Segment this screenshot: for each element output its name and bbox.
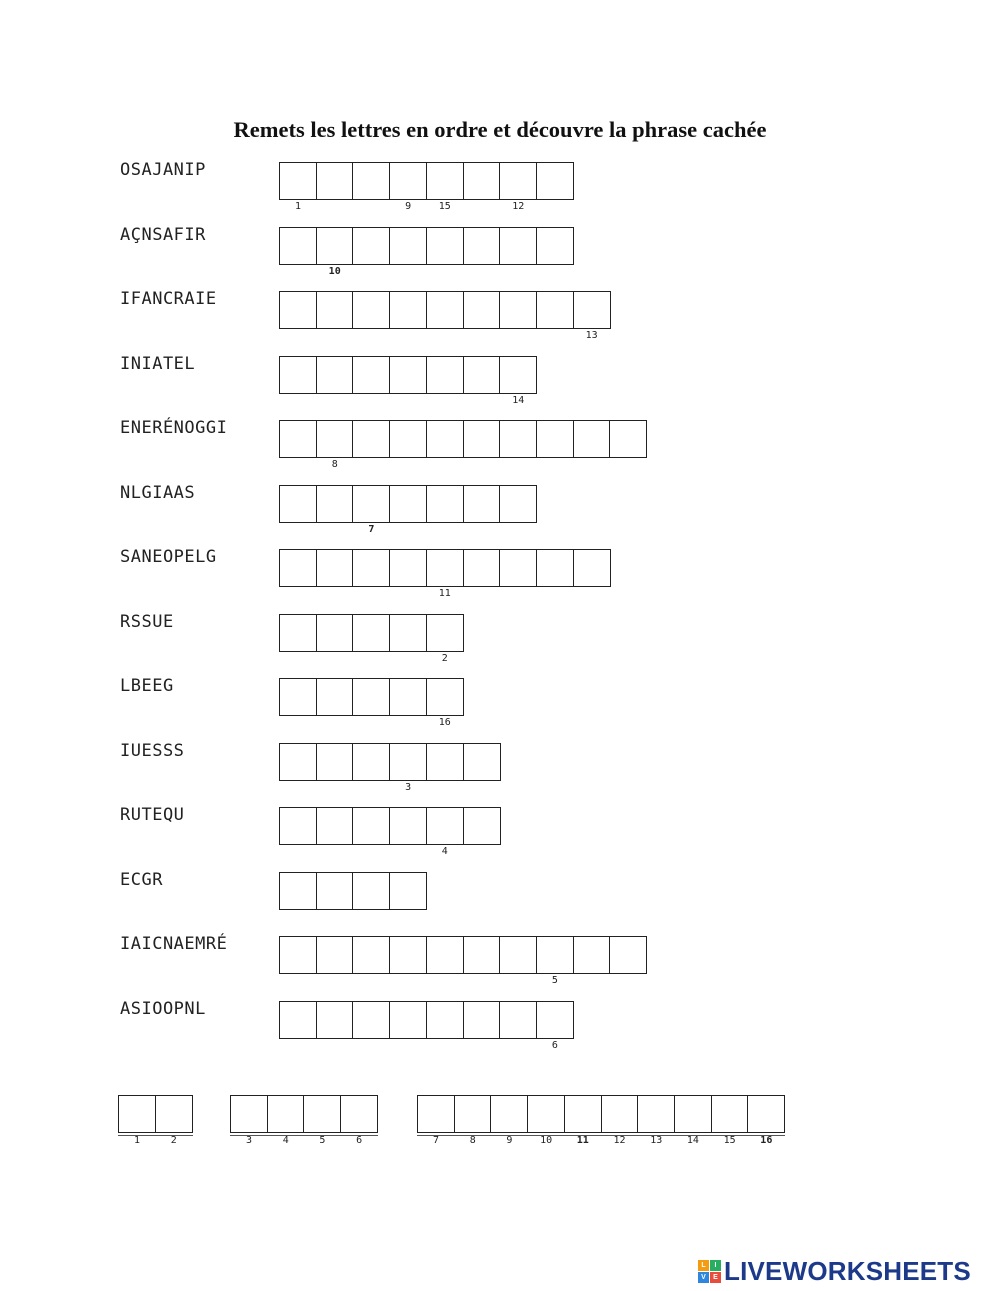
letter-box[interactable] [536, 549, 574, 587]
scrambled-word: IFANCRAIE [120, 289, 217, 309]
letter-boxes [279, 872, 426, 910]
letter-box[interactable] [573, 936, 611, 974]
letter-box[interactable] [279, 1001, 317, 1039]
letter-box[interactable] [279, 162, 317, 212]
letter-box[interactable] [499, 162, 537, 212]
page-title: Remets les lettres en ordre et découvre la phrase cachée [233, 117, 767, 142]
letter-box[interactable] [352, 420, 390, 458]
letter-box[interactable] [536, 162, 574, 200]
word-row [0, 870, 1000, 930]
answer-index-number: 13 [650, 1135, 663, 1146]
letter-index-number: 11 [438, 588, 451, 599]
letter-box[interactable] [609, 936, 647, 974]
letter-index-number: 6 [551, 1040, 558, 1051]
letter-index-number: 10 [328, 266, 341, 277]
letter-box[interactable] [426, 485, 464, 523]
answer-index-number: 5 [319, 1135, 326, 1146]
letter-box[interactable] [499, 227, 537, 265]
scrambled-word: IAICNAEMRÉ [120, 934, 228, 954]
answer-index-number: 11 [576, 1135, 589, 1146]
letter-box[interactable] [316, 485, 354, 523]
answer-index-number: 12 [613, 1135, 626, 1146]
word-row [0, 418, 1000, 478]
answer-letter-box[interactable] [417, 1095, 455, 1146]
letter-box[interactable] [389, 162, 427, 212]
letter-box[interactable] [352, 549, 390, 587]
answer-letter-box[interactable] [340, 1095, 378, 1146]
letter-box[interactable] [352, 614, 390, 652]
answer-index-number: 10 [540, 1135, 553, 1146]
letter-box[interactable] [426, 807, 464, 857]
letter-box[interactable] [389, 356, 427, 394]
word-row [0, 612, 1000, 672]
letter-box[interactable] [352, 356, 390, 394]
answer-index-number: 2 [170, 1135, 177, 1146]
letter-boxes [279, 227, 573, 277]
letter-box[interactable] [389, 291, 427, 329]
letter-index-number: 1 [294, 201, 302, 212]
letter-box[interactable] [499, 291, 537, 329]
letter-box[interactable] [463, 1001, 501, 1039]
letter-box[interactable] [389, 1001, 427, 1039]
letter-box[interactable] [279, 227, 317, 265]
letter-box[interactable] [389, 420, 427, 458]
letter-box[interactable] [463, 936, 501, 974]
word-row [0, 160, 1000, 220]
letter-boxes [279, 162, 573, 212]
letter-box[interactable] [316, 227, 354, 277]
letter-index-number: 8 [331, 459, 338, 470]
letter-index-number: 15 [438, 201, 451, 212]
answer-letter-box[interactable] [747, 1095, 785, 1146]
letter-boxes [279, 291, 609, 341]
letter-box[interactable] [389, 678, 427, 716]
word-row [0, 741, 1000, 801]
letter-box[interactable] [279, 356, 317, 394]
letter-boxes [279, 743, 499, 793]
letter-box[interactable] [316, 549, 354, 587]
letter-index-number: 2 [441, 653, 448, 664]
word-row [0, 805, 1000, 865]
letter-box[interactable] [316, 936, 354, 974]
letter-box[interactable] [426, 743, 464, 781]
letter-box[interactable] [463, 485, 501, 523]
letter-boxes [279, 614, 463, 664]
letter-boxes [279, 356, 536, 406]
letter-boxes [279, 807, 499, 857]
letter-box[interactable] [279, 291, 317, 329]
letter-box[interactable] [463, 291, 501, 329]
answer-letter-box[interactable] [155, 1095, 193, 1146]
scrambled-word: ASIOOPNL [120, 999, 206, 1019]
letter-box[interactable] [389, 227, 427, 265]
letter-box[interactable] [352, 807, 390, 845]
letter-box[interactable] [316, 807, 354, 845]
answer-word-group [417, 1095, 784, 1146]
answer-letter-box[interactable] [637, 1095, 675, 1146]
letter-box[interactable] [536, 420, 574, 458]
letter-box[interactable] [279, 743, 317, 781]
letter-box[interactable] [352, 291, 390, 329]
letter-box[interactable] [573, 291, 611, 341]
letter-box[interactable] [463, 162, 501, 200]
letter-box[interactable] [279, 614, 317, 652]
word-row [0, 354, 1000, 414]
letter-box[interactable] [389, 872, 427, 910]
letter-box[interactable] [499, 1001, 537, 1039]
answer-letter-box[interactable] [267, 1095, 305, 1146]
letter-index-number: 16 [438, 717, 451, 728]
letter-box[interactable] [316, 356, 354, 394]
letter-box[interactable] [279, 678, 317, 716]
answer-index-number: 1 [133, 1135, 141, 1146]
letter-box[interactable] [426, 356, 464, 394]
answer-index-number: 3 [245, 1135, 253, 1146]
letter-box[interactable] [426, 162, 464, 212]
letter-box[interactable] [426, 678, 464, 728]
answer-index-number: 4 [282, 1135, 289, 1146]
letter-index-number: 4 [441, 846, 448, 857]
logo-badge-icon: L I V E [698, 1260, 721, 1283]
letter-box[interactable] [389, 743, 427, 793]
answer-letter-box[interactable] [118, 1095, 156, 1146]
letter-box[interactable] [426, 291, 464, 329]
letter-box[interactable] [389, 807, 427, 845]
answer-word-group [230, 1095, 377, 1146]
letter-box[interactable] [316, 872, 354, 910]
logo-text: LIVEWORKSHEETS [724, 1256, 971, 1286]
letter-box[interactable] [316, 678, 354, 716]
letter-box[interactable] [426, 227, 464, 265]
answer-index-number: 16 [760, 1135, 773, 1146]
letter-box[interactable] [352, 936, 390, 974]
letter-box[interactable] [279, 549, 317, 587]
letter-box[interactable] [316, 1001, 354, 1039]
answer-letter-box[interactable] [527, 1095, 565, 1146]
answer-index-number: 15 [723, 1135, 736, 1146]
word-row [0, 483, 1000, 543]
scrambled-word: RSSUE [120, 612, 174, 632]
scrambled-word: ECGR [120, 870, 163, 890]
word-row [0, 676, 1000, 736]
scrambled-word: ENERÉNOGGI [120, 418, 228, 438]
scrambled-word: IUESSS [120, 741, 185, 761]
scrambled-word: SANEOPELG [120, 547, 217, 567]
liveworksheets-logo [698, 1256, 971, 1287]
letter-boxes [279, 936, 646, 986]
letter-boxes [279, 678, 463, 728]
letter-box[interactable] [463, 420, 501, 458]
answer-index-number: 8 [469, 1135, 476, 1146]
scrambled-word: INIATEL [120, 354, 196, 374]
letter-box[interactable] [316, 614, 354, 652]
letter-box[interactable] [352, 227, 390, 265]
letter-box[interactable] [426, 549, 464, 599]
letter-boxes [279, 1001, 573, 1051]
answer-index-number: 6 [356, 1135, 363, 1146]
letter-box[interactable] [316, 420, 354, 470]
scrambled-word: RUTEQU [120, 805, 185, 825]
answer-letter-box[interactable] [230, 1095, 268, 1146]
letter-boxes [279, 549, 609, 599]
scrambled-word: LBEEG [120, 676, 174, 696]
letter-box[interactable] [279, 936, 317, 974]
letter-box[interactable] [352, 1001, 390, 1039]
letter-box[interactable] [536, 291, 574, 329]
letter-box[interactable] [389, 614, 427, 652]
letter-box[interactable] [573, 420, 611, 458]
answer-letter-box[interactable] [601, 1095, 639, 1146]
letter-box[interactable] [352, 743, 390, 781]
letter-box[interactable] [316, 743, 354, 781]
letter-box[interactable] [499, 356, 537, 406]
letter-box[interactable] [463, 807, 501, 845]
letter-index-number: 9 [405, 201, 412, 212]
word-row [0, 934, 1000, 994]
letter-index-number: 13 [585, 330, 598, 341]
scrambled-word: OSAJANIP [120, 160, 206, 180]
letter-box[interactable] [426, 614, 464, 664]
word-row [0, 225, 1000, 285]
letter-box[interactable] [499, 549, 537, 587]
answer-index-number: 9 [506, 1135, 513, 1146]
letter-box[interactable] [279, 485, 317, 523]
answer-letter-box[interactable] [454, 1095, 492, 1146]
word-row [0, 999, 1000, 1059]
letter-box[interactable] [536, 936, 574, 986]
letter-box[interactable] [499, 485, 537, 523]
hidden-phrase-answer [0, 1095, 1000, 1155]
answer-letter-box[interactable] [711, 1095, 749, 1146]
letter-box[interactable] [536, 227, 574, 265]
answer-index-number: 7 [432, 1135, 440, 1146]
letter-box[interactable] [463, 356, 501, 394]
letter-box[interactable] [316, 162, 354, 200]
letter-box[interactable] [279, 872, 317, 910]
word-row [0, 547, 1000, 607]
letter-box[interactable] [279, 807, 317, 845]
scrambled-word: AÇNSAFIR [120, 225, 206, 245]
answer-letter-box[interactable] [490, 1095, 528, 1146]
letter-box[interactable] [352, 485, 390, 535]
letter-box[interactable] [389, 936, 427, 974]
letter-box[interactable] [352, 872, 390, 910]
scrambled-word: NLGIAAS [120, 483, 196, 503]
letter-box[interactable] [609, 420, 647, 458]
letter-box[interactable] [573, 549, 611, 587]
letter-index-number: 14 [512, 395, 525, 406]
answer-letter-box[interactable] [564, 1095, 602, 1146]
answer-index-number: 14 [686, 1135, 699, 1146]
letter-boxes [279, 485, 536, 535]
answer-letter-box[interactable] [674, 1095, 712, 1146]
letter-box[interactable] [536, 1001, 574, 1051]
letter-box[interactable] [389, 549, 427, 587]
letter-box[interactable] [316, 291, 354, 329]
letter-boxes [279, 420, 646, 470]
answer-word-group [118, 1095, 191, 1146]
letter-box[interactable] [279, 420, 317, 458]
letter-index-number: 3 [405, 782, 412, 793]
letter-box[interactable] [463, 227, 501, 265]
letter-index-number: 12 [512, 201, 525, 212]
letter-box[interactable] [426, 936, 464, 974]
letter-index-number: 7 [368, 524, 375, 535]
letter-box[interactable] [426, 420, 464, 458]
letter-box[interactable] [352, 678, 390, 716]
word-row [0, 289, 1000, 349]
letter-box[interactable] [463, 549, 501, 587]
letter-index-number: 5 [551, 975, 558, 986]
letter-box[interactable] [463, 743, 501, 781]
letter-box[interactable] [352, 162, 390, 200]
answer-letter-box[interactable] [303, 1095, 341, 1146]
letter-box[interactable] [499, 936, 537, 974]
letter-box[interactable] [426, 1001, 464, 1039]
letter-box[interactable] [389, 485, 427, 523]
letter-box[interactable] [499, 420, 537, 458]
